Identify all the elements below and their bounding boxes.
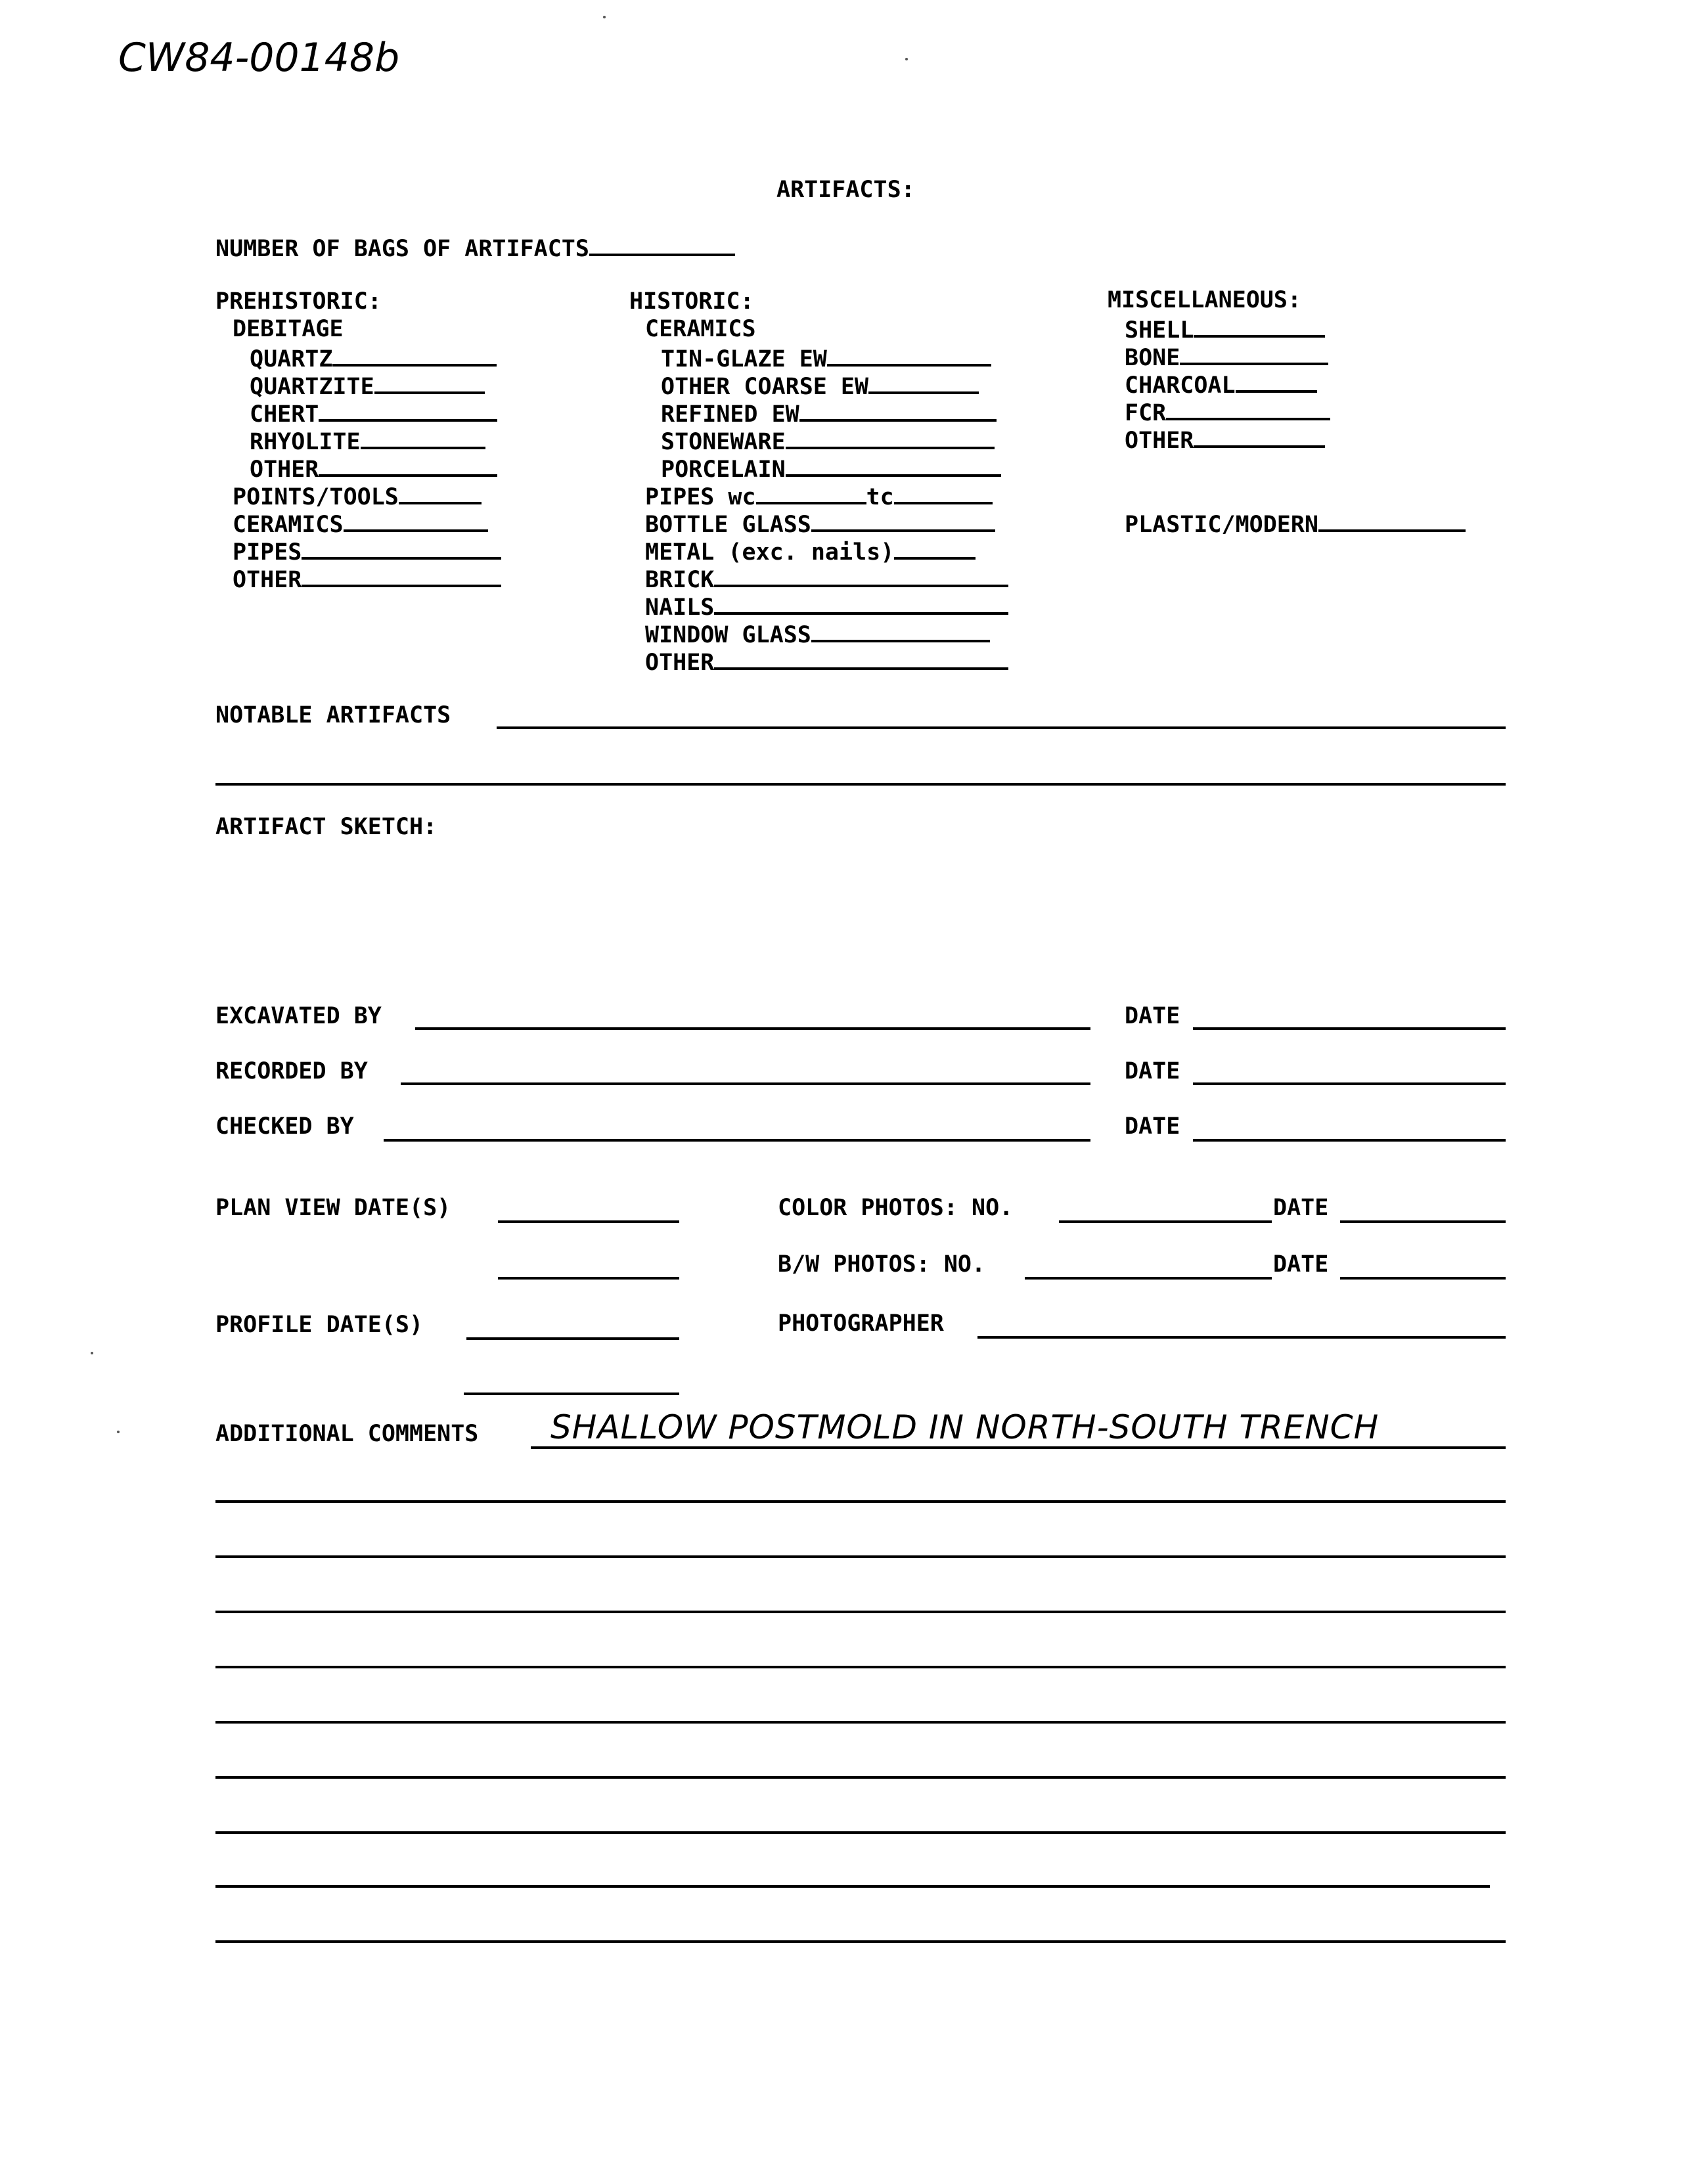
- recorded-date-line[interactable]: [1193, 1082, 1506, 1085]
- historic-pipes-tc-blank[interactable]: [894, 483, 993, 504]
- misc-plastic-modern: PLASTIC/MODERN: [1125, 511, 1466, 537]
- misc-fcr-blank[interactable]: [1166, 399, 1330, 420]
- prehistoric-chert: CHERT: [250, 401, 497, 426]
- comments-line-9[interactable]: [215, 1885, 1490, 1888]
- prehistoric-pipes-blank[interactable]: [302, 539, 501, 560]
- prehistoric-debitage-label: DEBITAGE: [233, 316, 344, 342]
- prehistoric-debitage-other-blank[interactable]: [319, 456, 497, 477]
- checked-by-label: CHECKED BY: [215, 1113, 354, 1140]
- prehistoric-quartz: QUARTZ: [250, 345, 497, 371]
- excavated-by-line[interactable]: [415, 1027, 1090, 1030]
- prehistoric-heading: PREHISTORIC:: [215, 288, 382, 315]
- profile-date-line-1[interactable]: [466, 1337, 679, 1340]
- comments-line-4[interactable]: [215, 1611, 1506, 1613]
- comments-line-2[interactable]: [215, 1500, 1506, 1503]
- excavated-by-label: EXCAVATED BY: [215, 1003, 382, 1029]
- prehistoric-pipes: PIPES: [233, 539, 501, 564]
- prehistoric-ceramics: CERAMICS: [233, 511, 488, 537]
- prehistoric-debitage-other: OTHER: [250, 456, 497, 481]
- historic-porcelain: PORCELAIN: [661, 456, 1001, 481]
- bags-label: NUMBER OF BAGS OF ARTIFACTS: [215, 236, 589, 262]
- historic-metal-blank[interactable]: [894, 539, 976, 560]
- color-photos-date-line[interactable]: [1340, 1220, 1506, 1223]
- historic-metal: METAL (exc. nails): [645, 539, 976, 564]
- prehistoric-ceramics-blank[interactable]: [344, 511, 488, 532]
- page-title: ARTIFACTS:: [776, 177, 915, 203]
- color-photos-label: COLOR PHOTOS: NO.: [778, 1195, 1014, 1221]
- profile-date-line-2[interactable]: [464, 1393, 679, 1395]
- scan-speck: [91, 1352, 93, 1354]
- historic-other-blank[interactable]: [714, 649, 1008, 670]
- prehistoric-other-blank[interactable]: [302, 566, 501, 587]
- prehistoric-points-tools: POINTS/TOOLS: [233, 483, 482, 509]
- misc-other-blank[interactable]: [1194, 427, 1325, 448]
- notable-artifacts-line-2[interactable]: [215, 783, 1506, 786]
- historic-stoneware-blank[interactable]: [786, 428, 995, 449]
- misc-shell-blank[interactable]: [1194, 317, 1325, 338]
- historic-window-glass: WINDOW GLASS: [645, 621, 990, 647]
- historic-bottle-glass-blank[interactable]: [811, 511, 995, 532]
- misc-other: OTHER: [1125, 427, 1325, 453]
- historic-tin-glaze-blank[interactable]: [827, 345, 991, 367]
- prehistoric-quartzite: QUARTZITE: [250, 373, 485, 399]
- comments-line-5[interactable]: [215, 1666, 1506, 1668]
- historic-window-glass-blank[interactable]: [811, 621, 990, 642]
- prehistoric-quartz-blank[interactable]: [332, 345, 497, 367]
- color-photos-date-label: DATE: [1273, 1195, 1329, 1221]
- scan-speck: [117, 1431, 120, 1433]
- misc-shell: SHELL: [1125, 317, 1325, 342]
- bags-field: [215, 235, 735, 261]
- historic-stoneware: STONEWARE: [661, 428, 995, 454]
- historic-pipes: PIPES wc tc: [645, 483, 993, 509]
- historic-tin-glaze: TIN-GLAZE EW: [661, 345, 991, 371]
- historic-pipes-wc-blank[interactable]: [756, 483, 866, 504]
- recorded-date-label: DATE: [1125, 1058, 1180, 1084]
- artifact-sketch-label: ARTIFACT SKETCH:: [215, 814, 438, 840]
- misc-fcr: FCR: [1125, 399, 1330, 425]
- scan-speck: [603, 16, 606, 18]
- comments-line-3[interactable]: [215, 1555, 1506, 1558]
- checked-by-line[interactable]: [384, 1139, 1090, 1142]
- misc-bone: BONE: [1125, 344, 1328, 370]
- misc-heading: MISCELLANEOUS:: [1108, 287, 1302, 313]
- excavated-date-label: DATE: [1125, 1003, 1180, 1029]
- misc-bone-blank[interactable]: [1180, 344, 1328, 365]
- historic-brick: BRICK: [645, 566, 1008, 592]
- excavated-date-line[interactable]: [1193, 1027, 1506, 1030]
- historic-nails: NAILS: [645, 594, 1008, 619]
- scan-speck: [905, 58, 908, 60]
- historic-refined: REFINED EW: [661, 401, 997, 426]
- bw-photos-date-label: DATE: [1273, 1251, 1329, 1278]
- historic-bottle-glass: BOTTLE GLASS: [645, 511, 995, 537]
- historic-other-coarse-blank[interactable]: [868, 373, 979, 394]
- prehistoric-other: OTHER: [233, 566, 501, 592]
- recorded-by-line[interactable]: [401, 1082, 1090, 1085]
- checked-date-line[interactable]: [1193, 1139, 1506, 1142]
- prehistoric-points-tools-blank[interactable]: [399, 483, 482, 504]
- prehistoric-chert-blank[interactable]: [319, 401, 497, 422]
- misc-charcoal: CHARCOAL: [1125, 372, 1317, 397]
- bw-photos-date-line[interactable]: [1340, 1277, 1506, 1280]
- handwritten-doc-id: CW84-00148b: [118, 35, 400, 81]
- additional-comments-label: ADDITIONAL COMMENTS: [215, 1421, 479, 1447]
- misc-plastic-modern-blank[interactable]: [1318, 511, 1466, 532]
- historic-refined-blank[interactable]: [799, 401, 997, 422]
- additional-comments-handwriting: SHALLOW POSTMOLD IN NORTH-SOUTH TRENCH: [550, 1408, 1380, 1446]
- historic-heading: HISTORIC:: [629, 288, 754, 315]
- historic-other-coarse: OTHER COARSE EW: [661, 373, 979, 399]
- comments-line-1[interactable]: [531, 1446, 1506, 1449]
- prehistoric-rhyolite: RHYOLITE: [250, 428, 485, 454]
- comments-line-8[interactable]: [215, 1831, 1506, 1834]
- historic-ceramics-label: CERAMICS: [645, 316, 756, 342]
- comments-line-10[interactable]: [215, 1940, 1506, 1943]
- prehistoric-rhyolite-blank[interactable]: [361, 428, 485, 449]
- plan-view-date-line-1[interactable]: [498, 1220, 679, 1223]
- photographer-line[interactable]: [977, 1336, 1506, 1339]
- comments-line-6[interactable]: [215, 1721, 1506, 1724]
- notable-artifacts-line-1[interactable]: [497, 726, 1506, 729]
- comments-line-7[interactable]: [215, 1776, 1506, 1779]
- bw-photos-no-line[interactable]: [1025, 1277, 1272, 1280]
- recorded-by-label: RECORDED BY: [215, 1058, 368, 1084]
- plan-view-date-line-2[interactable]: [498, 1277, 679, 1280]
- misc-charcoal-blank[interactable]: [1236, 372, 1317, 393]
- notable-artifacts-label: NOTABLE ARTIFACTS: [215, 702, 451, 728]
- historic-porcelain-blank[interactable]: [786, 456, 1001, 477]
- prehistoric-quartzite-blank[interactable]: [374, 373, 485, 394]
- plan-view-label: PLAN VIEW DATE(S): [215, 1195, 451, 1221]
- historic-other: OTHER: [645, 649, 1008, 675]
- color-photos-no-line[interactable]: [1059, 1220, 1272, 1223]
- bags-blank[interactable]: [589, 235, 735, 256]
- bw-photos-label: B/W PHOTOS: NO.: [778, 1251, 986, 1278]
- checked-date-label: DATE: [1125, 1113, 1180, 1140]
- photographer-label: PHOTOGRAPHER: [778, 1310, 944, 1337]
- historic-nails-blank[interactable]: [714, 594, 1008, 615]
- profile-date-label: PROFILE DATE(S): [215, 1312, 424, 1338]
- historic-brick-blank[interactable]: [714, 566, 1008, 587]
